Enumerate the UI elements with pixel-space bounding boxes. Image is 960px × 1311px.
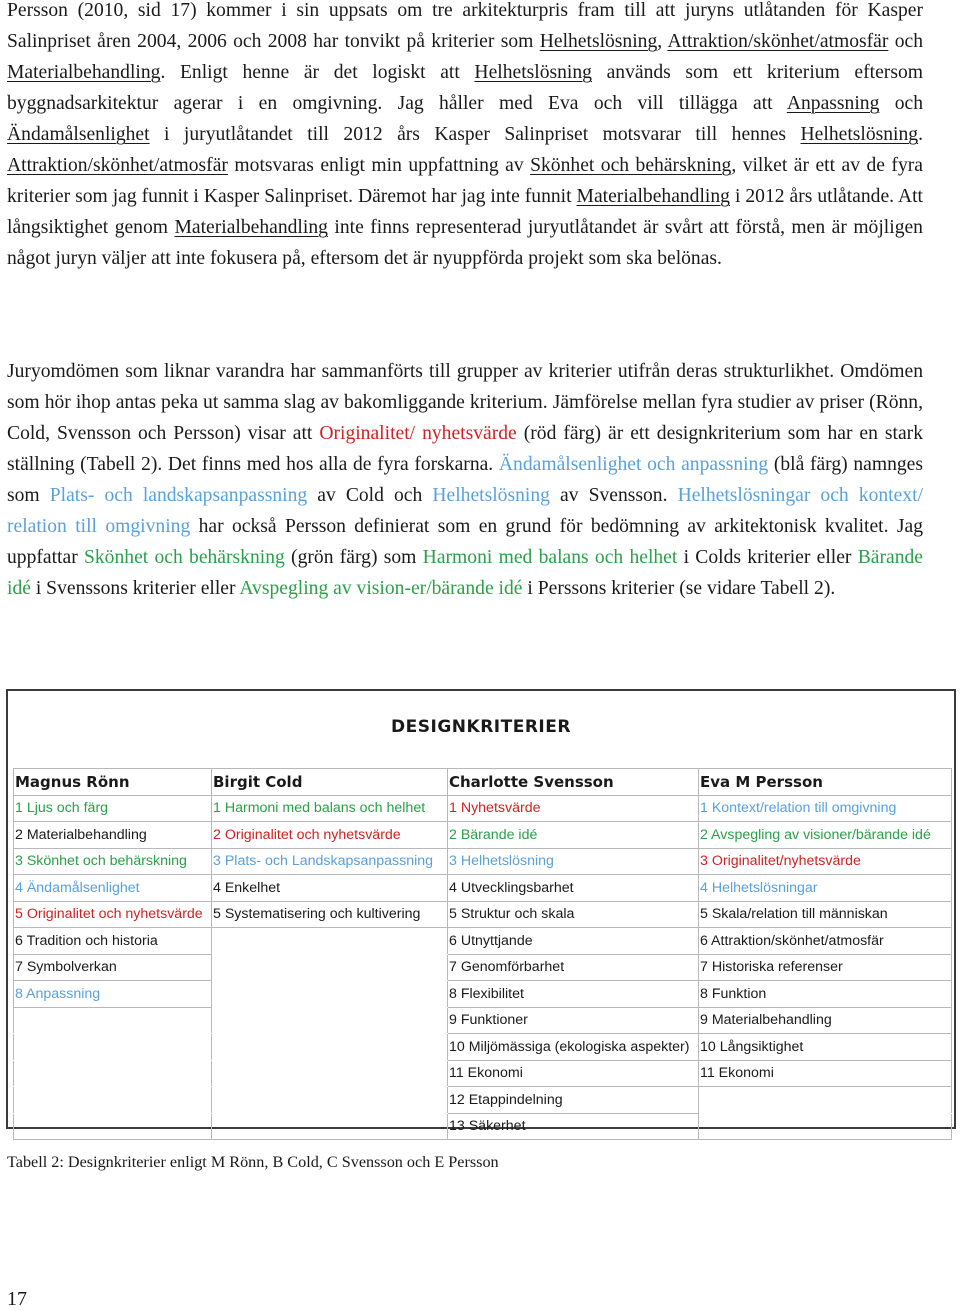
table-row (14, 795, 952, 822)
paragraph-1-highlight: Skönhet och behärskning (530, 155, 732, 176)
column-header: Magnus Rönn (14, 769, 212, 796)
table-cell: 7 Historiska referenser (699, 954, 952, 981)
table-row (14, 848, 952, 875)
table-row (14, 1113, 952, 1140)
paragraph-1-highlight: Attraktion/skönhet/atmosfär (7, 155, 228, 176)
paragraph-2-text: (grön färg) som (284, 547, 423, 568)
table-cell: 1 Harmoni med balans och helhet (212, 795, 448, 822)
paragraph-1-text: , vilket är ett av de fyra kriterier som jag funnit i Kasper Salinpriset. Däremot har jag inte funnit (7, 155, 923, 207)
paragraph-2-text: av Svensson. (549, 485, 678, 506)
paragraph-1-highlight: Materialbehandling (174, 217, 328, 238)
paragraph-2-text: (röd färg) är ett designkriterium som har en stark ställning (Tabell 2). Det finns med hos alla de fyra forskarna. (7, 423, 923, 475)
table-cell: 6 Tradition och historia (14, 928, 212, 955)
design-criteria-table-figure (6, 689, 956, 1135)
table-cell (212, 928, 448, 955)
paragraph-1-text: . Enligt henne är det logiskt att (160, 62, 475, 83)
table-row (14, 1034, 952, 1061)
table-cell: 4 Helhetslösningar (699, 875, 952, 902)
paragraph-2-text: har också Persson definierat som en grund för bedömning av arkitektonisk kvalitet. Jag uppfattar (7, 516, 923, 568)
table-cell (212, 981, 448, 1008)
table-cell: 10 Långsiktighet (699, 1034, 952, 1061)
table-cell (212, 1034, 448, 1061)
table-cell: 5 Struktur och skala (448, 901, 699, 928)
table-cell: 10 Miljömässiga (ekologiska aspekter) (448, 1034, 699, 1061)
table-cell (212, 1113, 448, 1140)
page-number: 17 (7, 1288, 27, 1310)
paragraph-2-highlight: Bärande idé (7, 547, 923, 599)
paragraph-1-highlight: Anpassning (786, 93, 880, 114)
table-cell: 11 Ekonomi (448, 1060, 699, 1087)
table-cell: 6 Attraktion/skönhet/atmosfär (699, 928, 952, 955)
paragraph-1-highlight: Materialbehandling (7, 62, 161, 83)
table-cell (14, 1087, 212, 1114)
paragraph-2-highlight: Ändamålsenlighet och anpassning (498, 454, 769, 475)
table-cell: 1 Nyhetsvärde (448, 795, 699, 822)
table-row (14, 901, 952, 928)
paragraph-1-text: Persson (2010, sid 17) kommer i sin uppsats om tre arkitekturpris fram till att juryns utlåtanden för Kasper Salinpriset åren 2004, 2006 och 2008 har tonvikt på kriterier som (7, 0, 923, 52)
table-heading: DESIGNKRITERIER (391, 717, 571, 737)
table-cell: 3 Helhetslösning (448, 848, 699, 875)
paragraph-1-highlight: Helhetslösning (800, 124, 919, 145)
table-cell: 2 Avspegling av visioner/bärande idé (699, 822, 952, 849)
table-cell: 4 Utvecklingsbarhet (448, 875, 699, 902)
table-cell (14, 1007, 212, 1034)
paragraph-1-text: motsvaras enligt min uppfattning av (227, 155, 531, 176)
table-body (14, 795, 952, 1140)
paragraph-1-highlight: Materialbehandling (576, 186, 730, 207)
paragraph-1-text: , (657, 31, 668, 52)
table-cell (699, 1087, 952, 1114)
table-cell: 8 Flexibilitet (448, 981, 699, 1008)
table-row (14, 954, 952, 981)
paragraph-2-highlight: Harmoni med balans och helhet (422, 547, 678, 568)
paragraph-1-text: . (918, 124, 923, 145)
paragraph-1-text: i juryutlåtandet till 2012 års Kasper Salinpriset motsvarar till hennes (149, 124, 801, 145)
table-cell: 12 Etappindelning (448, 1087, 699, 1114)
body-paragraph-2 (7, 356, 923, 604)
table-cell (14, 1113, 212, 1140)
paragraph-1-highlight: Ändamålsenlighet (7, 124, 150, 145)
paragraph-2-highlight: Plats- och landskapsanpassning (49, 485, 308, 506)
column-header: Charlotte Svensson (448, 769, 699, 796)
paragraph-2-text: i Colds kriterier eller (677, 547, 858, 568)
table-cell (14, 1034, 212, 1061)
table-cell: 3 Skönhet och behärskning (14, 848, 212, 875)
table-cell: 9 Funktioner (448, 1007, 699, 1034)
table-cell: 9 Materialbehandling (699, 1007, 952, 1034)
table-cell (699, 1113, 952, 1140)
paragraph-1-text: och (879, 93, 923, 114)
paragraph-2-highlight: Helhetslösningar och kontext/ relation till omgivning (7, 485, 924, 537)
table-cell: 7 Symbolverkan (14, 954, 212, 981)
paragraph-2-text: i Perssons kriterier (se vidare Tabell 2). (522, 578, 836, 599)
table-cell (212, 1007, 448, 1034)
table-cell: 3 Originalitet/nyhetsvärde (699, 848, 952, 875)
paragraph-2-text: i Svenssons kriterier eller (30, 578, 240, 599)
paragraph-1-highlight: Helhetslösning (539, 31, 658, 52)
column-header: Eva M Persson (699, 769, 952, 796)
table-row (14, 981, 952, 1008)
paragraph-1-text: och (888, 31, 923, 52)
design-criteria-table (13, 768, 952, 1140)
column-header: Birgit Cold (212, 769, 448, 796)
paragraph-1-text: används som ett kriterium eftersom byggnadsarkitektur agerar i en omgivning. Jag håller med Eva och vill tillägga att (7, 62, 923, 114)
table-cell: 2 Materialbehandling (14, 822, 212, 849)
paragraph-2-highlight: Skönhet och behärskning (83, 547, 285, 568)
table-cell: 7 Genomförbarhet (448, 954, 699, 981)
table-cell: 1 Kontext/relation till omgivning (699, 795, 952, 822)
table-cell: 1 Ljus och färg (14, 795, 212, 822)
table-cell: 5 Originalitet och nyhetsvärde (14, 901, 212, 928)
paragraph-1-highlight: Attraktion/skönhet/atmosfär (667, 31, 889, 52)
table-cell: 4 Ändamålsenlighet (14, 875, 212, 902)
table-cell: 2 Originalitet och nyhetsvärde (212, 822, 448, 849)
table-cell: 8 Anpassning (14, 981, 212, 1008)
paragraph-1-highlight: Helhetslösning (474, 62, 592, 83)
paragraph-2-highlight: Avspegling av vision-er/bärande idé (239, 578, 523, 599)
table-cell (212, 1087, 448, 1114)
table-cell (212, 1060, 448, 1087)
table-cell: 3 Plats- och Landskapsanpassning (212, 848, 448, 875)
paragraph-2-text: Juryomdömen som liknar varandra har sammanförts till grupper av kriterier utifrån deras strukturlikhet. Omdömen som hör ihop antas peka ut samma slag av bakomliggande kriterium. Jämförelse mellan fyra studier av priser (Rönn, Cold, Svensson och Persson) visar att (7, 361, 923, 444)
paragraph-2-highlight: Originalitet/ nyhetsvärde (319, 423, 517, 444)
body-paragraph-1 (7, 0, 923, 274)
paragraph-2-text: (blå färg) namnges som (7, 454, 923, 506)
table-row (14, 1007, 952, 1034)
table-cell (212, 954, 448, 981)
table-cell: 13 Säkerhet (448, 1113, 699, 1140)
table-cell: 11 Ekonomi (699, 1060, 952, 1087)
table-cell: 4 Enkelhet (212, 875, 448, 902)
table-cell: 5 Systematisering och kultivering (212, 901, 448, 928)
table-cell: 2 Bärande idé (448, 822, 699, 849)
table-row (14, 1087, 952, 1114)
table-cell: 8 Funktion (699, 981, 952, 1008)
table-caption: Tabell 2: Designkriterier enligt M Rönn, B Cold, C Svensson och E Persson (7, 1153, 499, 1171)
table-row (14, 928, 952, 955)
table-header-row (14, 769, 952, 796)
paragraph-1-text: inte finns representerad juryutlåtandet är svårt att förstå, men är möjligen något juryn väljer att inte fokusera på, eftersom det är nyuppförda projekt som ska belönas. (7, 217, 923, 269)
table-cell: 6 Utnyttjande (448, 928, 699, 955)
paragraph-2-text: av Cold och (307, 485, 433, 506)
table-cell (14, 1060, 212, 1087)
table-row (14, 822, 952, 849)
paragraph-1-text: i 2012 års utlåtande. Att långsiktighet genom (7, 186, 923, 238)
table-row (14, 1060, 952, 1087)
table-row (14, 875, 952, 902)
table-cell: 5 Skala/relation till människan (699, 901, 952, 928)
paragraph-2-highlight: Helhetslösning (432, 485, 550, 506)
